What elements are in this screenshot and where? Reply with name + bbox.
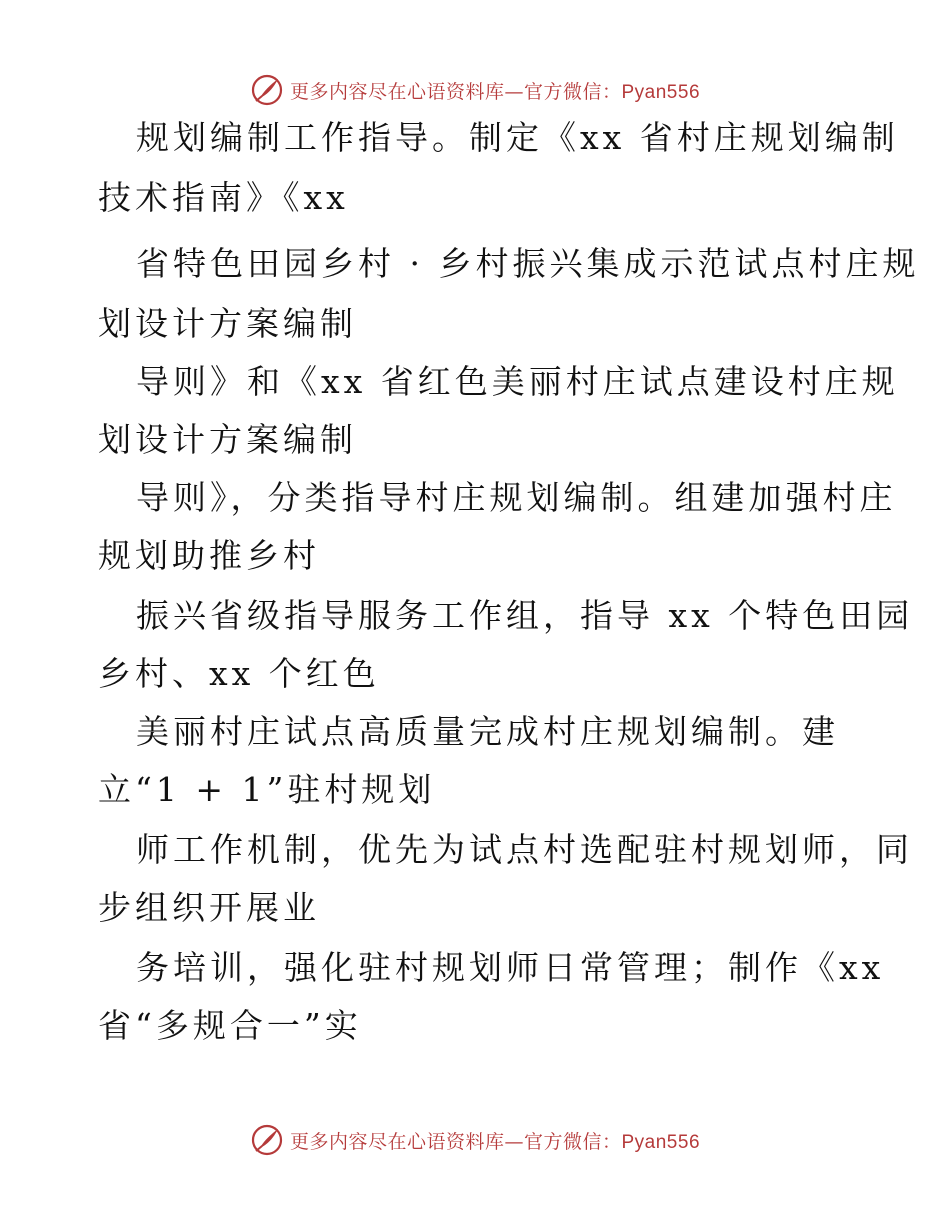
text-line: 规划编制工作指导。制定《xx 省村庄规划编制 (136, 118, 899, 157)
text-line: 美丽村庄试点高质量完成村庄规划编制。建 (136, 712, 839, 751)
text-line: 导则》，分类指导村庄规划编制。组建加强村庄 (136, 478, 897, 517)
text-line: 务培训，强化驻村规划师日常管理；制作《xx (136, 948, 885, 987)
footer-separator: — (504, 1130, 524, 1153)
text-line: 划设计方案编制 (98, 304, 357, 343)
text-line: 乡村、xx 个红色 (98, 654, 380, 693)
text-line: 导则》和《xx 省红色美丽村庄试点建设村庄规 (136, 362, 899, 401)
footer-promo-text: 更多内容尽在心语资料库 (289, 1130, 505, 1153)
quill-pen-logo-icon (250, 73, 284, 107)
text-line: 师工作机制，优先为试点村选配驻村规划师，同 (136, 830, 913, 869)
footer-banner (0, 1118, 950, 1162)
text-line: 省特色田园乡村 · 乡村振兴集成示范试点村庄规 (136, 244, 920, 283)
header-promo-text: 更多内容尽在心语资料库 (289, 80, 505, 103)
text-line: 划设计方案编制 (98, 420, 357, 459)
text-line: 省“多规合一”实 (98, 1006, 362, 1045)
header-banner (0, 68, 950, 112)
text-line: 振兴省级指导服务工作组，指导 xx 个特色田园 (136, 596, 914, 635)
text-line: 规划助推乡村 (98, 536, 320, 575)
header-separator: — (504, 80, 524, 103)
text-line: 技术指南》《xx (98, 178, 349, 217)
text-line: 步组织开展业 (98, 888, 320, 927)
text-line: 立“1 + 1”驻村规划 (98, 770, 436, 809)
footer-promo (290, 1127, 700, 1154)
footer-contact: 官方微信：Pyan556 (524, 1131, 701, 1153)
header-promo (290, 77, 700, 104)
header-contact: 官方微信：Pyan556 (524, 81, 701, 103)
quill-pen-logo-icon (250, 1123, 284, 1157)
